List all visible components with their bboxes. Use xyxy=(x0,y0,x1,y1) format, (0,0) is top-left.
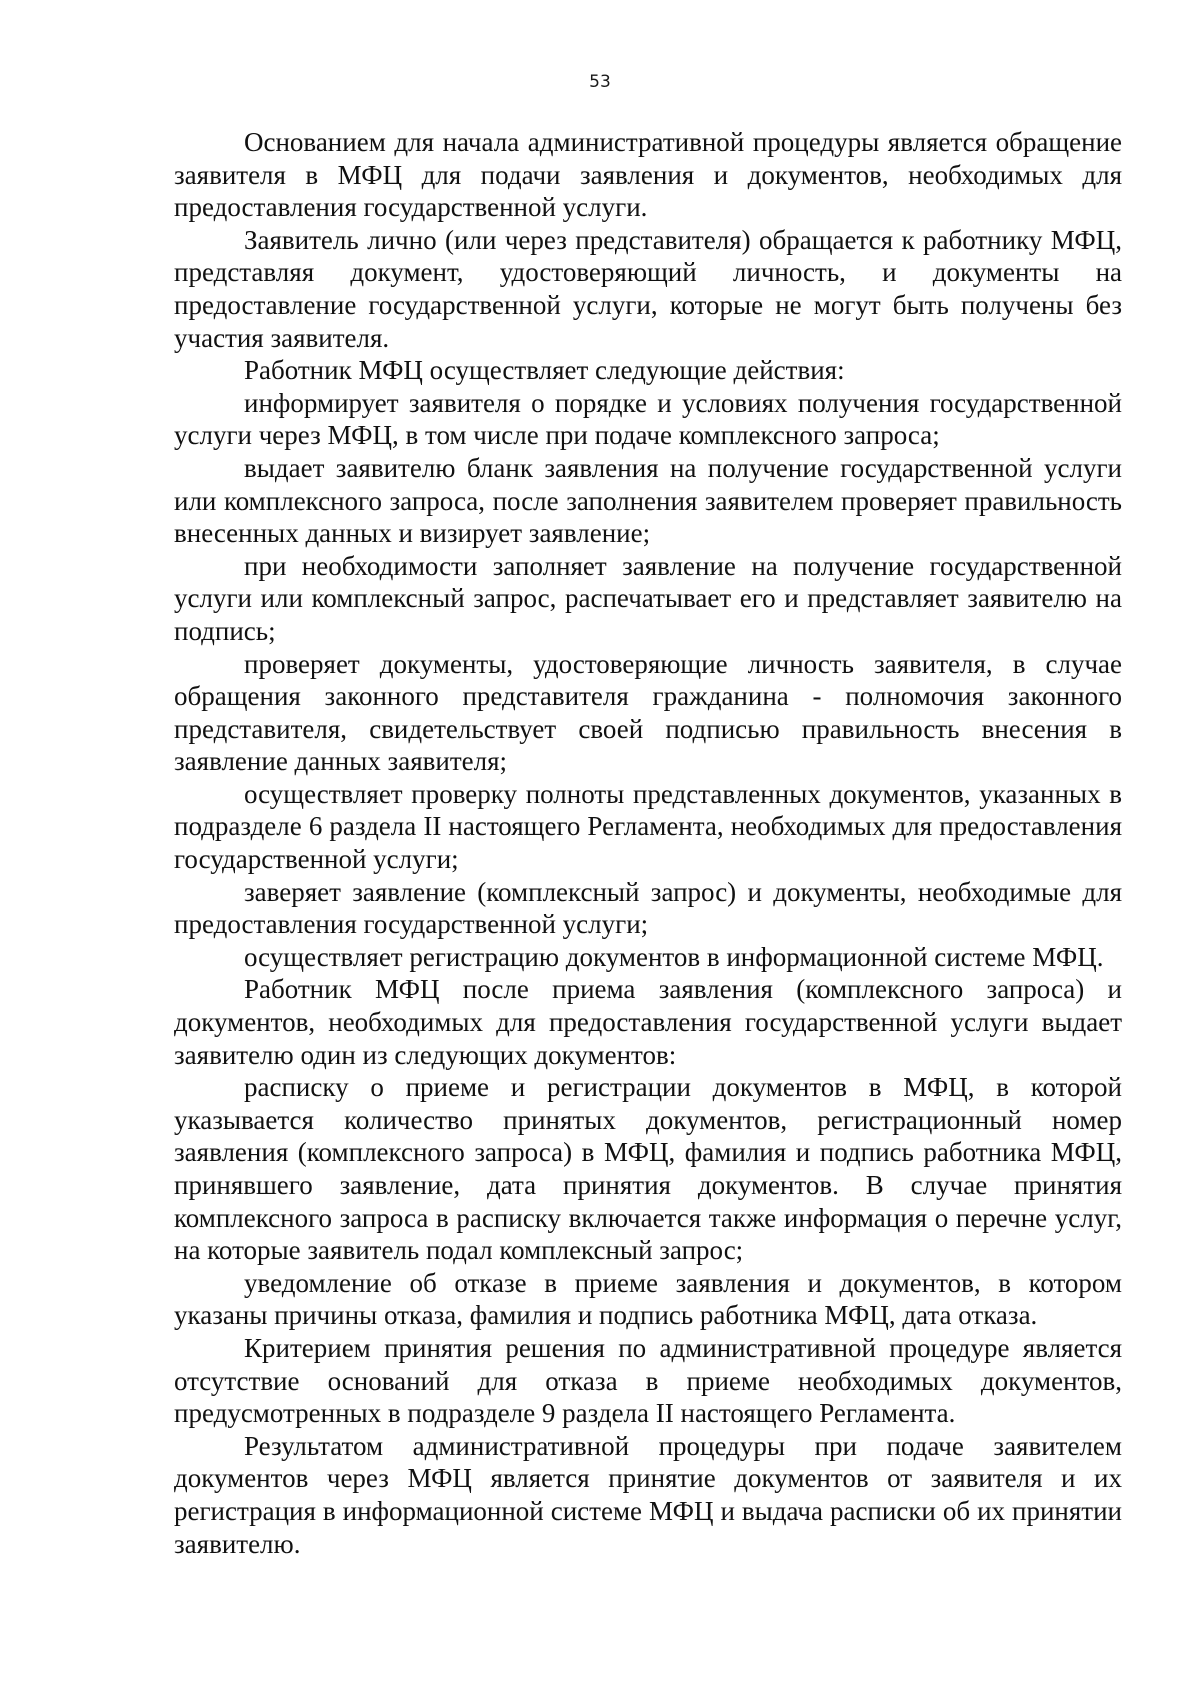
paragraph: Заявитель лично (или через представителя) обращается к работнику МФЦ, представляя документ, удостоверяющий личность, и документы на предоставление государственной услуги, которые не могут быть получены без участия заявителя. xyxy=(174,224,1122,353)
paragraph: при необходимости заполняет заявление на получение государственной услуги или комплексный запрос, распечатывает его и представляет заявителю на подпись; xyxy=(174,550,1122,646)
paragraph: заверяет заявление (комплексный запрос) и документы, необходимые для предоставления государственной услуги; xyxy=(174,876,1122,940)
paragraph: Результатом административной процедуры при подаче заявителем документов через МФЦ является принятие документов от заявителя и их регистрация в информационной системе МФЦ и выдача расписки об их принятии заявителю. xyxy=(174,1430,1122,1559)
paragraph: Работник МФЦ осуществляет следующие действия: xyxy=(244,355,845,386)
paragraph: проверяет документы, удостоверяющие личность заявителя, в случае обращения законного представителя гражданина - полномочия законного представителя, свидетельствует своей подписью правильность внесения в заявление данных заявителя; xyxy=(174,648,1122,777)
paragraph: Критерием принятия решения по административной процедуре является отсутствие оснований для отказа в приеме необходимых документов, предусмотренных в подразделе 9 раздела II настоящего Регламента. xyxy=(174,1332,1122,1429)
paragraph: Основанием для начала административной процедуры является обращение заявителя в МФЦ для подачи заявления и документов, необходимых для предоставления государственной услуги. xyxy=(174,127,1122,223)
paragraph: расписку о приеме и регистрации документов в МФЦ, в которой указывается количество принятых документов, регистрационный номер заявления (комплексного запроса) в МФЦ, фамилия и подпись работника МФЦ, принявшего заявление, дата принятия документов. В случае принятия комплексного запроса в расписку включается также информация о перечне услуг, на которые заявитель подал комплексный запрос; xyxy=(174,1072,1122,1266)
paragraph: информирует заявителя о порядке и условиях получения государственной услуги через МФЦ, в том числе при подаче комплексного запроса; xyxy=(174,387,1122,451)
paragraph: осуществляет регистрацию документов в информационной системе МФЦ. xyxy=(244,941,1104,972)
paragraph: осуществляет проверку полноты представленных документов, указанных в подразделе 6 раздела II настоящего Регламента, необходимых для предоставления государственной услуги; xyxy=(174,778,1122,875)
paragraph: выдает заявителю бланк заявления на получение государственной услуги или комплексного запроса, после заполнения заявителем проверяет правильность внесенных данных и визирует заявление; xyxy=(174,452,1122,549)
paragraph: уведомление об отказе в приеме заявления и документов, в котором указаны причины отказа, фамилия и подпись работника МФЦ, дата отказа. xyxy=(174,1267,1122,1331)
document-body xyxy=(174,126,1122,1560)
paragraph: Работник МФЦ после приема заявления (комплексного запроса) и документов, необходимых для предоставления государственной услуги выдает заявителю один из следующих документов: xyxy=(174,974,1122,1070)
page-number: 53 xyxy=(589,72,611,92)
